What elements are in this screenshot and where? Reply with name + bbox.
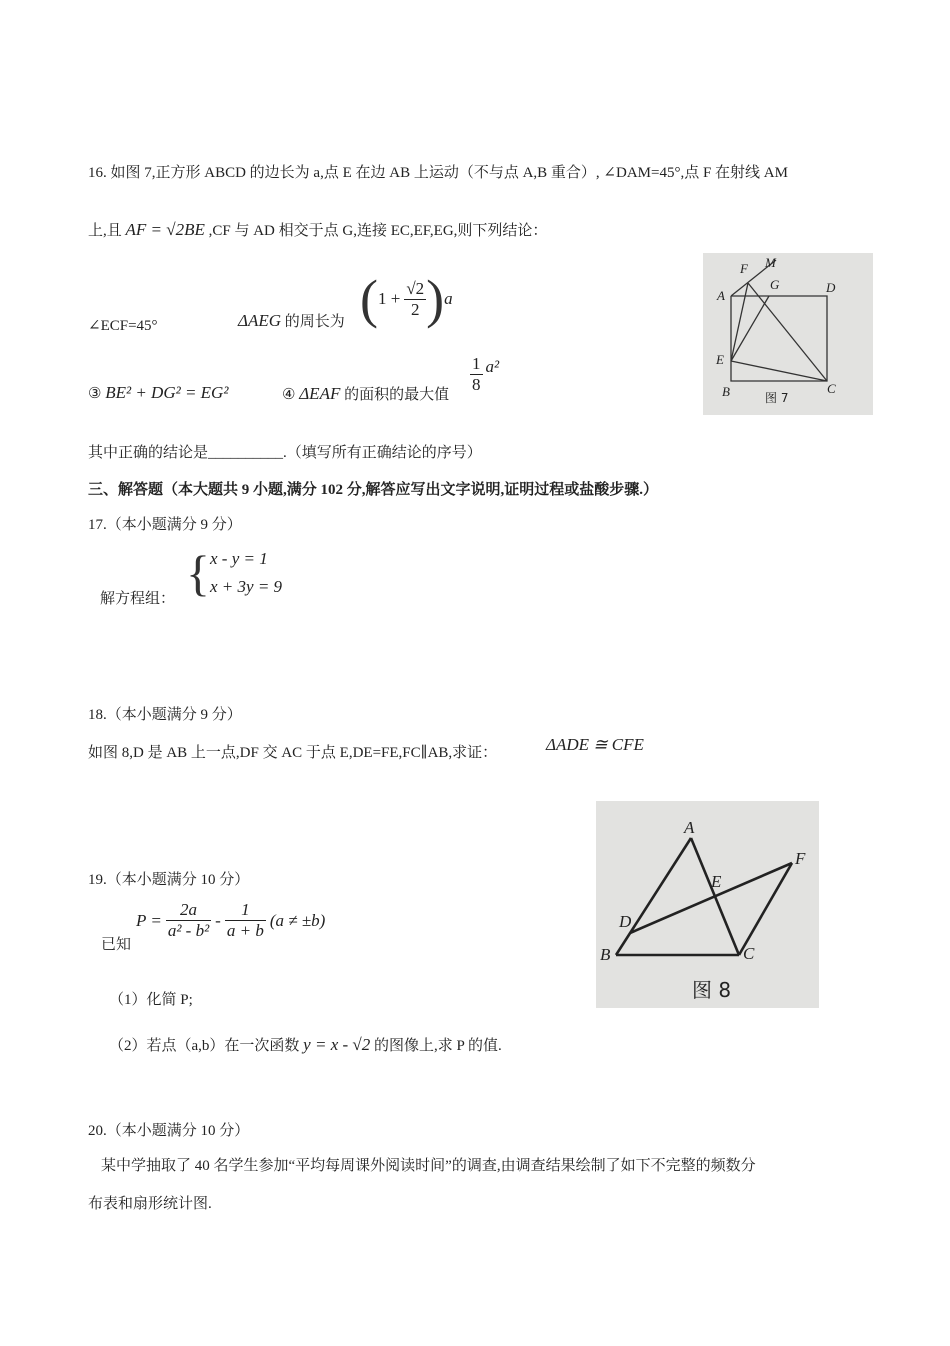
q20-heading: 20.（本小题满分 10 分） [88, 1123, 250, 1139]
q19-linear-function: y = x - √2 [303, 1035, 371, 1054]
fig8-caption: 图 8 [692, 978, 732, 1002]
q19-part2-suffix: 的图像上,求 P 的值. [373, 1038, 502, 1054]
q16-c4-frac-num: 1 [472, 354, 481, 373]
q16-perimeter-expression [360, 268, 453, 330]
q16-c4-frac-den: 8 [472, 375, 481, 394]
fig7-line-eg [731, 296, 769, 361]
q19-frac1-den: a² - b² [167, 921, 210, 940]
q19-part-1: （1）化简 P; [109, 992, 193, 1008]
q16-frac-den: 2 [411, 299, 420, 319]
q16-perimeter-text: 的周长为 [284, 314, 345, 330]
q16-triangle-eaf: ΔEAF [299, 384, 341, 403]
q17-brace: { [186, 545, 210, 601]
fig7-line-fc [748, 283, 827, 381]
fig8-label-a: A [684, 818, 695, 837]
fig7-square [731, 296, 827, 381]
fig7-caption: 图 7 [765, 391, 789, 405]
figure-8-image [596, 801, 819, 1008]
q17-equation-system [186, 545, 282, 601]
q16-max-area-expression [470, 354, 499, 395]
q19-frac1-num: 2a [166, 900, 211, 921]
q19-p-equals: P = [136, 910, 162, 930]
fig7-label-d: D [826, 280, 836, 295]
q16-sqrt2-over-2 [404, 279, 426, 320]
figure-8-diagram [596, 801, 819, 1008]
fig7-label-a: A [717, 288, 725, 303]
q19-minus: - [215, 910, 221, 930]
q16-conclusion-4 [282, 383, 449, 404]
fig7-label-e: E [716, 352, 724, 367]
q17-equation-2: x + 3y = 9 [210, 577, 283, 596]
fig8-label-e: E [711, 872, 722, 891]
fig7-label-f: F [740, 261, 748, 276]
q17-heading: 17.（本小题满分 9 分） [88, 517, 242, 533]
q16-answer-blank: 其中正确的结论是__________.（填写所有正确结论的序号） [88, 445, 482, 461]
section-3-heading: 三、解答题（本大题共 9 小题,满分 102 分,解答应写出文字说明,证明过程或盐酸步骤.） [88, 482, 659, 498]
q16-line2-prefix: 上,且 [88, 223, 122, 239]
q16-var-a: a [444, 289, 453, 308]
q19-part-2 [109, 1034, 502, 1055]
q16-frac-num: √2 [406, 278, 425, 298]
q18-heading: 18.（本小题满分 9 分） [88, 707, 242, 723]
q18-text: 如图 8,D 是 AB 上一点,DF 交 AC 于点 E,DE=FE,FC∥AB,求证： [88, 745, 498, 761]
q16-line2 [88, 219, 547, 240]
q16-c3-expression: BE² + DG² = EG² [105, 383, 229, 402]
q19-fraction-1 [166, 900, 211, 941]
fig8-line-fc [739, 863, 792, 955]
q19-condition: (a ≠ ±b) [269, 910, 326, 930]
q17-label: 解方程组： [100, 591, 176, 607]
q20-line-1: 某中学抽取了 40 名学生参加“平均每周课外阅读时间”的调查,由调查结果绘制了如下不完整的频数分 [101, 1158, 756, 1174]
q19-frac2-num: 1 [225, 900, 266, 921]
fig8-label-f: F [795, 849, 806, 868]
q16-conclusion-3 [88, 383, 228, 403]
fig8-side-ab [616, 838, 691, 955]
fig8-label-d: D [619, 912, 632, 931]
q16-conclusion-1: ∠ECF=45° [88, 318, 158, 334]
q19-fraction-2 [225, 900, 266, 941]
q16-line2-suffix: ,CF 与 AD 相交于点 G,连接 EC,EF,EG,则下列结论： [208, 223, 548, 239]
q16-left-paren: ( [360, 269, 378, 329]
figure-7-diagram [703, 253, 873, 415]
figure-7-image [703, 253, 873, 415]
fig7-label-g: G [770, 277, 780, 292]
fig8-label-b: B [600, 945, 611, 964]
q17-equation-1: x - y = 1 [210, 549, 268, 568]
q17-equations [210, 545, 282, 601]
q16-a-squared: a² [485, 356, 500, 376]
q16-one-plus: 1 + [377, 289, 401, 308]
fig7-label-c: C [827, 381, 836, 396]
q19-heading: 19.（本小题满分 10 分） [88, 872, 250, 888]
q16-c4-text: 的面积的最大值 [344, 387, 450, 403]
q16-c3-number: ③ [88, 386, 102, 402]
q20-line-2: 布表和扇形统计图. [88, 1196, 212, 1212]
fig7-label-m: M [765, 255, 776, 270]
q19-part2-prefix: （2）若点（a,b）在一次函数 [109, 1038, 300, 1054]
q16-one-eighth [470, 354, 483, 395]
q19-label: 已知 [101, 937, 132, 953]
fig8-label-c: C [743, 944, 755, 963]
q16-c4-number: ④ [282, 387, 296, 403]
q16-line1: 16. 如图 7,正方形 ABCD 的边长为 a,点 E 在边 AB 上运动（不与点 A,B 重合）, ∠DAM=45°,点 F 在射线 AM [88, 165, 788, 181]
q16-conclusion-2 [238, 310, 345, 331]
q19-p-expression [136, 900, 325, 941]
q18-congruence: ΔADE ≅ CFE [546, 735, 644, 754]
q16-triangle-aeg: ΔAEG [238, 311, 282, 330]
fig7-label-b: B [722, 384, 730, 399]
q19-frac2-den: a + b [226, 921, 264, 940]
q16-af-expression: AF = √2BE [125, 220, 205, 239]
q16-right-paren: ) [426, 269, 445, 329]
